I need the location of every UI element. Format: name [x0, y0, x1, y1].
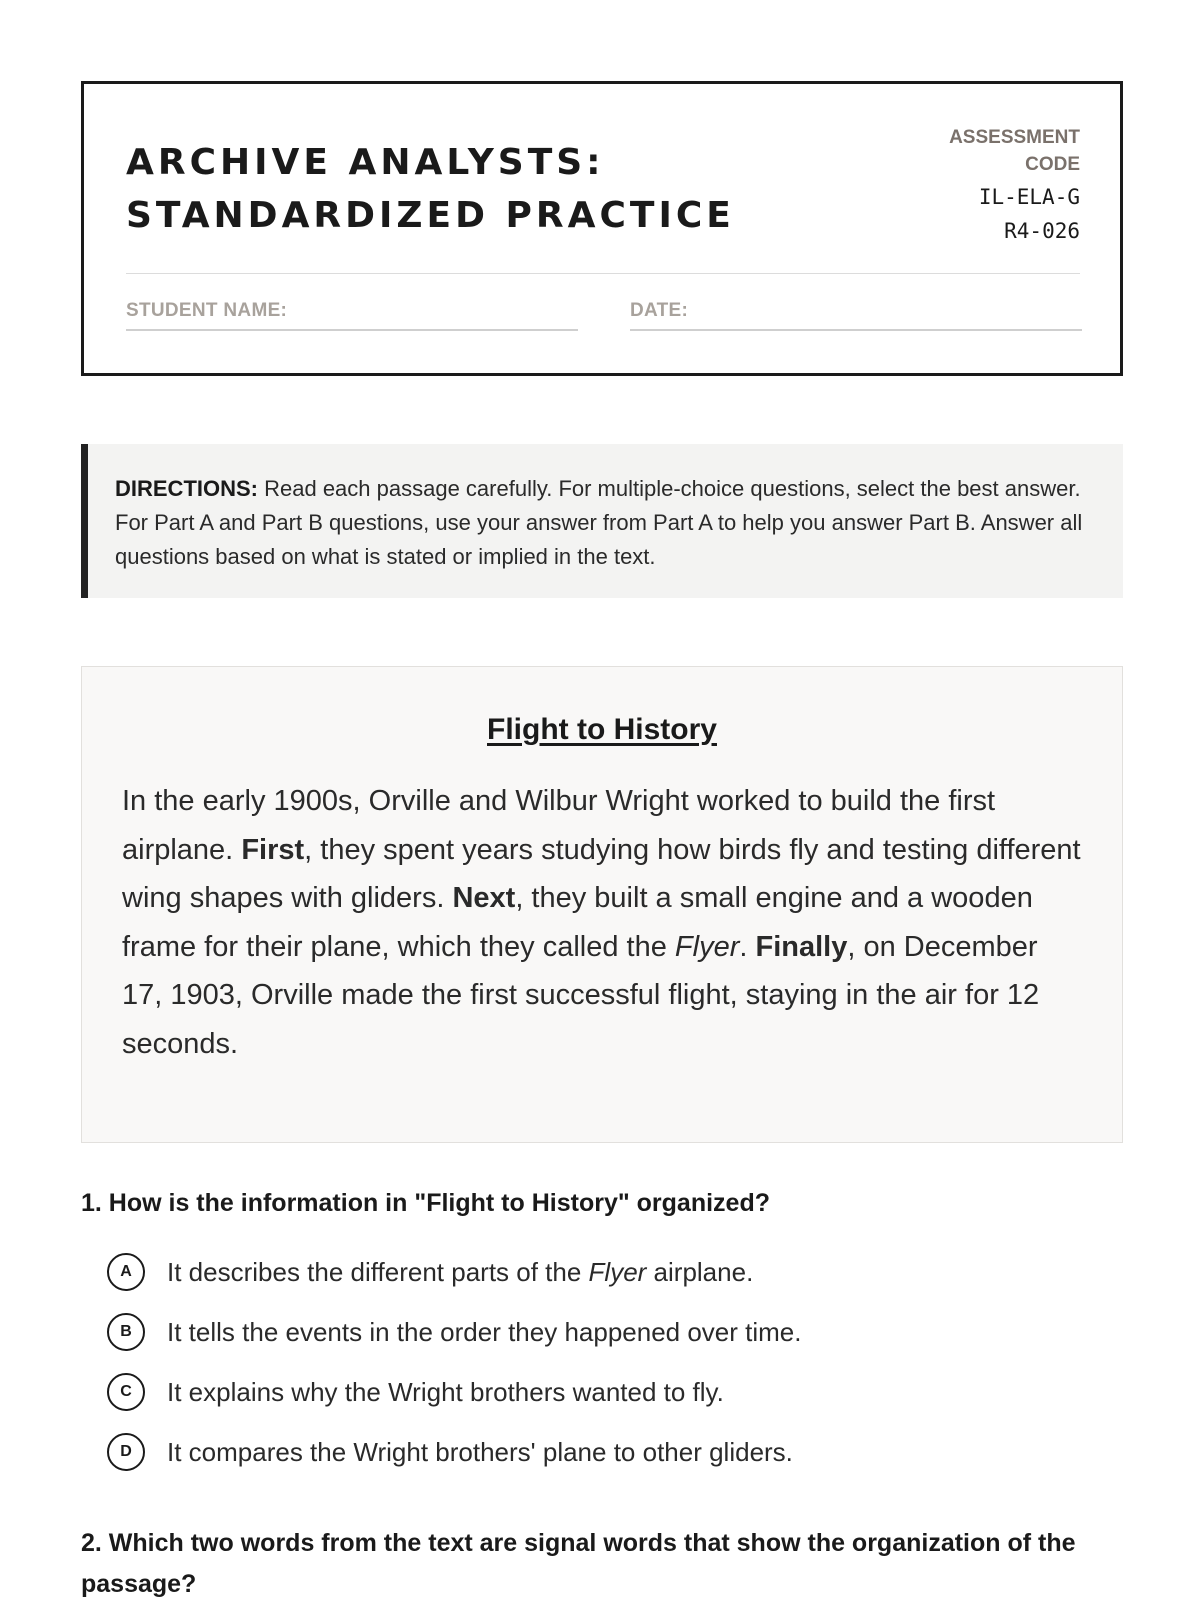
passage-title: Flight to History: [487, 713, 717, 746]
plane-name: Flyer: [674, 930, 740, 963]
reading-passage: [81, 666, 1123, 1143]
answer-option-d[interactable]: [107, 1432, 793, 1472]
title-line-1: ARCHIVE ANALYSTS:: [126, 142, 605, 183]
answer-option-a[interactable]: [107, 1252, 753, 1292]
directions-text: Read each passage carefully. For multiple-choice questions, select the best answer. For Part A and Part B questions, use your answer from Part A to help you answer Part B. Answer all questions based on what is stated or implied in the text.: [115, 476, 1083, 569]
passage-segment: , they spent years studying how birds fly and testing different wing shapes with gliders.: [122, 833, 1081, 914]
header-divider: [126, 273, 1080, 274]
answer-text-italic: Flyer: [588, 1256, 647, 1287]
student-name-field[interactable]: [126, 300, 578, 331]
answer-text-c: It explains why the Wright brothers wanted to fly.: [167, 1376, 724, 1407]
answer-bubble-d[interactable]: D: [107, 1433, 145, 1471]
answer-bubble-a[interactable]: A: [107, 1253, 145, 1291]
answer-bubble-c[interactable]: C: [107, 1373, 145, 1411]
answer-bubble-b[interactable]: B: [107, 1313, 145, 1351]
passage-segment: In the early 1900s, Orville and Wilbur Wright worked to build the first airplane.: [122, 785, 996, 866]
question-2-emphasis: two: [190, 1529, 234, 1557]
answer-text-part: airplane.: [646, 1256, 754, 1287]
assessment-code-label: ASSESSMENT CODE: [949, 127, 1080, 175]
passage-segment: .: [739, 930, 756, 963]
page-title: [126, 136, 846, 242]
passage-body: [122, 777, 1082, 1068]
directions-label: DIRECTIONS:: [115, 476, 258, 501]
answer-option-b[interactable]: [107, 1312, 802, 1352]
directions-box: [81, 444, 1123, 598]
assessment-code-value: IL-ELA-GR4-026: [978, 185, 1080, 243]
passage-segment: , on December 17, 1903, Orville made the first successful flight, staying in the air for 12 seconds.: [122, 930, 1040, 1060]
answer-text-d: It compares the Wright brothers' plane to other gliders.: [167, 1436, 793, 1467]
signal-word-finally: Finally: [755, 930, 848, 963]
passage-segment: , they built a small engine and a wooden frame for their plane, which they called the: [122, 882, 1033, 963]
answer-text-b: It tells the events in the order they happened over time.: [167, 1316, 802, 1347]
answer-text-a: [167, 1257, 753, 1288]
answer-text-part: It describes the different parts of the: [167, 1256, 589, 1287]
signal-word-first: First: [241, 833, 305, 866]
signal-word-next: Next: [452, 882, 516, 914]
question-2-part: 2. Which: [81, 1529, 191, 1557]
assessment-header: [81, 81, 1123, 376]
title-line-2: STANDARDIZED PRACTICE: [126, 195, 735, 236]
question-2-part: words from the text are signal words that show the organization of the passage?: [81, 1529, 1076, 1598]
student-name-label: STUDENT NAME:: [126, 300, 288, 321]
question-1-text: 1. How is the information in "Flight to History" organized?: [81, 1189, 770, 1217]
assessment-code-block: [880, 124, 1080, 248]
date-label: DATE:: [630, 300, 689, 321]
date-field[interactable]: [630, 300, 1082, 331]
question-2-text: [81, 1523, 1141, 1600]
answer-option-c[interactable]: [107, 1372, 724, 1412]
